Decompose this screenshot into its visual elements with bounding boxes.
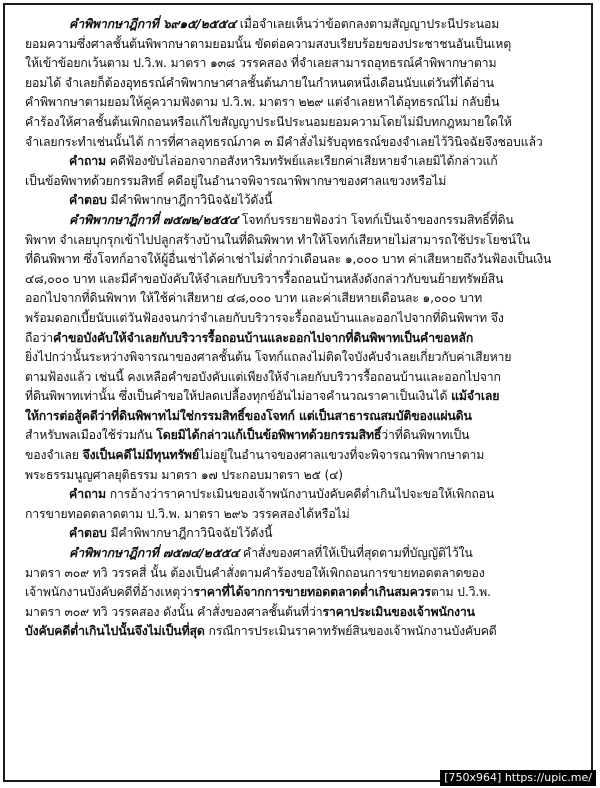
text-line (25, 211, 577, 231)
bold-run: คำตอบ (69, 193, 107, 208)
text-line (25, 524, 577, 544)
image-size-watermark: [750x964] https://upic.me/ (440, 770, 596, 786)
text-run: พิพาท จำเลยบุกรุกเข้าไปปลูกสร้างบ้านในที่ดินพิพาท ทำให้โจทก์เสียหายไม่สามารถใช้ประโยชน์ใน (25, 232, 531, 247)
text-line (25, 485, 577, 505)
text-run: ยิ่งไปกว่านั้นระหว่างพิจารณาของศาลชั้นต้น โจทก์แถลงไม่ติดใจบังคับจำเลยเกี่ยวกับค่าเสียหาย (25, 350, 512, 365)
citation-text: คำพิพากษาฎีกาที่ ๖๙๑๕/๒๕๕๔ (69, 17, 236, 31)
text-line (25, 172, 577, 192)
text-line (25, 15, 577, 35)
text-run: ถือว่า (25, 330, 54, 345)
text-run: โจทก์บรรยายฟ้องว่า โจทก์เป็นเจ้าของกรรมสิทธิ์ที่ดิน (237, 212, 514, 227)
text-run: พระธรรมนูญศาลยุติธรรม มาตรา ๑๗ ประกอบมาตรา ๒๕ (๔) (25, 467, 343, 482)
text-run: ให้เข้าข้อยกเว้นตาม ป.วิ.พ. มาตรา ๑๓๘ วรรคสอง ที่จำเลยสามารถอุทธรณ์คำพิพากษาตาม (25, 56, 497, 71)
text-line (25, 152, 577, 172)
text-run: ที่ดินพิพาทเท่านั้น ซึ่งเป็นคำขอให้ปลดเปลื้องทุกข์อันไม่อาจคำนวณราคาเป็นเงินได้ (25, 389, 452, 404)
text-line (25, 270, 577, 290)
text-run: มีคำพิพากษาฎีกาวินิจฉัยไว้ดังนี้ (106, 193, 273, 208)
bold-run: คำถาม (69, 154, 106, 169)
document-body (25, 15, 577, 642)
text-line (25, 231, 577, 251)
bold-run: ราคาที่ได้จากการขายทอดตลาดต่ำเกินสมควร (193, 585, 431, 600)
bold-run: จึงเป็นคดีไม่มีทุนทรัพย์ (82, 448, 199, 463)
text-run: การขายทอดตลาดตาม ป.วิ.พ. มาตรา ๒๙๖ วรรคสองได้หรือไม่ (25, 506, 350, 521)
text-line (25, 564, 577, 584)
citation-run (69, 546, 239, 560)
text-line (25, 191, 577, 211)
text-run: ออกไปจากที่ดินพิพาท ให้ใช้ค่าเสียหาย ๔๘,๐๐๐ บาท และค่าเสียหายเดือนละ ๑,๐๐๐ บาท (25, 291, 483, 306)
text-line (25, 387, 577, 407)
text-run: เมื่อจำเลยเห็นว่าข้อตกลงตามสัญญาประนีประนอม (236, 17, 500, 31)
text-line (25, 544, 577, 564)
citation-run (69, 17, 236, 31)
text-line (25, 93, 577, 113)
text-run: เจ้าพนักงานบังคับคดีที่อ้างเหตุว่า (25, 585, 194, 600)
text-run: ยอมได้ จำเลยก็ต้องอุทธรณ์คำพิพากษาศาลชั้นต้นภายในกำหนดหนึ่งเดือนนับแต่วันที่ได้อ่าน (25, 75, 494, 90)
text-line (25, 35, 577, 55)
text-run: ไม่อยู่ในอำนาจของศาลแขวงที่จะพิจารณาพิพากษาตาม (198, 448, 485, 463)
text-run: ตาม ป.วิ.พ. (430, 585, 491, 600)
citation-text: คำพิพากษาฎีกาที่ ๗๕๗๔/๒๕๕๔ (69, 546, 240, 561)
bold-run: คำตอบ (69, 526, 107, 541)
text-line (25, 407, 577, 427)
text-run: เป็นข้อพิพาทด้วยกรรมสิทธิ์ คดีอยู่ในอำนาจพิจารณาพิพากษาของศาลแขวงหรือไม่ (25, 173, 447, 188)
bold-run: แม้จำเลย (451, 389, 500, 404)
text-run: ว่าที่ดินพิพาทเป็น (381, 428, 470, 443)
bold-run: คำขอบังคับให้จำเลยกับบริวารรื้อถอนบ้านและออกไปจากที่ดินพิพาทเป็นคำขอหลัก (53, 330, 474, 345)
text-run: ๔๘,๐๐๐ บาท และมีคำขอบังคับให้จำเลยกับบริวารรื้อถอนบ้านหลังดังกล่าวกับขนย้ายทรัพย์สิน (25, 271, 504, 286)
text-run: สำหรับพลเมืองใช้ร่วมกัน (25, 428, 157, 443)
text-run: พร้อมดอกเบี้ยนับแต่วันฟ้องจนกว่าจำเลยกับบริวารจะรื้อถอนบ้านและออกไปจากที่ดินพิพาท จึง (25, 310, 504, 325)
text-run: จำเลยกระทำเช่นนั้นได้ การที่ศาลอุทธรณ์ภาค ๓ มีคำสั่งไม่รับอุทธรณ์ของจำเลยไว้วินิจฉัยจึงชอบแล้ว (25, 134, 543, 149)
bold-run: ให้การต่อสู้คดีว่าที่ดินพิพาทไม่ใช่กรรมสิทธิ์ของโจทก์ แต่เป็นสาธารณสมบัติของแผ่นดิน (25, 408, 472, 423)
text-line (25, 289, 577, 309)
citation-text: คำพิพากษาฎีกาที่ ๗๕๗๒/๒๕๕๔ (69, 212, 238, 227)
text-line (25, 133, 577, 153)
text-run: การอ้างว่าราคาประเมินของเจ้าพนักงานบังคับคดีต่ำเกินไปจะขอให้เพิกถอน (106, 487, 495, 502)
document-page (3, 3, 593, 782)
bold-run: ราคาประเมินของเจ้าพนักงาน (322, 604, 475, 619)
bold-run: บังคับคดีต่ำเกินไปนั้นจึงไม่เป็นที่สุด (25, 624, 205, 639)
text-run: มาตรา ๓๐๙ ทวิ วรรคสี่ นั้น ต้องเป็นคำสั่งตามคำร้องขอให้เพิกถอนการขายทอดตลาดของ (25, 565, 485, 580)
text-run: กรณีการประเมินราคาทรัพย์สินของเจ้าพนักงานบังคับคดี (204, 624, 497, 639)
text-line (25, 583, 577, 603)
text-run: คดีฟ้องขับไล่ออกจากอสังหาริมทรัพย์และเรียกค่าเสียหายจำเลยมิได้กล่าวแก้ (106, 154, 498, 169)
text-line (25, 309, 577, 329)
text-run: ยอมความซึ่งศาลชั้นต้นพิพากษาตามยอมนั้น ขัดต่อความสงบเรียบร้อยของประชาชนอันเป็นเหตุ (25, 36, 512, 51)
citation-run (69, 213, 238, 227)
text-run: มีคำพิพากษาฎีกาวินิจฉัยไว้ดังนี้ (106, 526, 273, 541)
text-line (25, 622, 577, 642)
text-line (25, 329, 577, 349)
text-line (25, 348, 577, 368)
text-line (25, 603, 577, 623)
text-line (25, 505, 577, 525)
bold-run: คำถาม (69, 487, 106, 502)
text-run: ตามฟ้องแล้ว เช่นนี้ คงเหลือคำขอบังคับแต่เพียงให้จำเลยกับบริวารรื้อถอนบ้านและออกไปจาก (25, 369, 501, 384)
text-line (25, 250, 577, 270)
bold-run: โดยมิได้กล่าวแก้เป็นข้อพิพาทด้วยกรรมสิทธิ์ (156, 428, 382, 443)
text-run: คำร้องให้ศาลชั้นต้นเพิกถอนหรือแก้ไขสัญญาประนีประนอมยอมความโดยไม่มีบทกฎหมายใดให้ (25, 114, 512, 129)
text-line (25, 74, 577, 94)
text-line (25, 446, 577, 466)
text-line (25, 54, 577, 74)
text-run: คำสั่งของศาลที่ให้เป็นที่สุดตามที่บัญญัติไว้ใน (239, 546, 473, 561)
text-run: คำพิพากษาตามยอมให้คู่ความฟังตาม ป.วิ.พ. มาตรา ๒๒๙ แต่จำเลยหาได้อุทธรณ์ไม่ กลับยื่น (25, 95, 500, 110)
text-line (25, 426, 577, 446)
text-run: มาตรา ๓๐๙ ทวิ วรรคสอง ดังนั้น คำสั่งของศาลชั้นต้นที่ว่า (25, 604, 323, 619)
text-run: ของจำเลย (25, 448, 83, 463)
text-run: ที่ดินพิพาท ซึ่งโจทก์อาจให้ผู้อื่นเช่าได้ค่าเช่าไม่ต่ำกว่าเดือนละ ๑,๐๐๐ บาท ค่าเสียหายถึงวันฟ้องเป็นเงิน (25, 252, 552, 267)
text-line (25, 113, 577, 133)
text-line (25, 368, 577, 388)
text-line (25, 466, 577, 486)
